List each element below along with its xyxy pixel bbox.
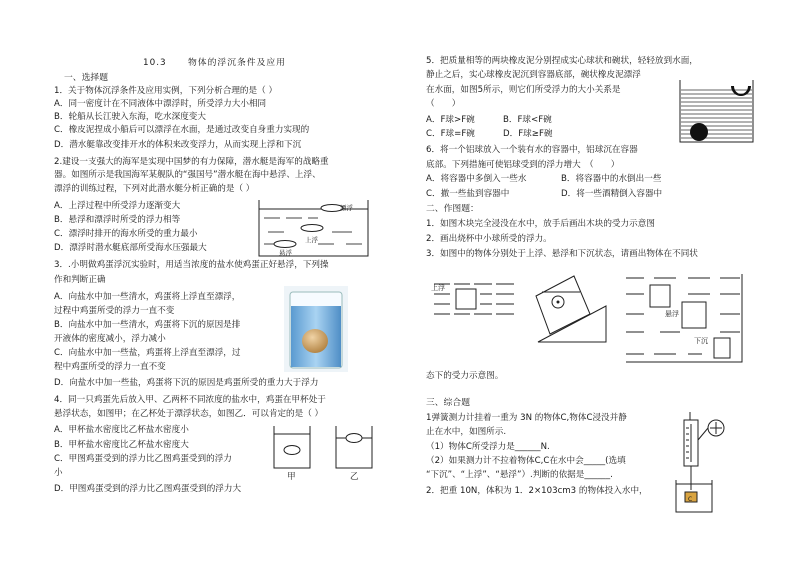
fig-label-rise: 上浮 (305, 236, 318, 244)
q5-option-b: B．F球<F碗 (503, 115, 552, 125)
fig3-label-sink: 下沉 (694, 337, 708, 345)
q3-stem-1: 3．.小明做鸡蛋浮沉实验时，用适当浓度的盐水使鸡蛋正好悬浮，下列操 (54, 260, 329, 270)
q5-option-a: A．F球>F碗 (426, 115, 475, 125)
p3-text-end: 态下的受力示意图。 (426, 371, 504, 381)
q6-option-a: A．将容器中多倒入一些水 (426, 174, 527, 184)
q5-stem-2: 静止之后，实心球橡皮泥沉到容器底部，碗状橡皮泥漂浮 (426, 70, 641, 80)
c1-line-3: （1）物体C所受浮力是______N. (426, 442, 550, 452)
q4-option-a: A．甲杯盐水密度比乙杯盐水密度小 (54, 425, 189, 435)
q2-option-d: D．漂浮时潜水艇底部所受海水压强最大 (54, 243, 207, 253)
q2-stem-2: 器。如图所示是我国海军某舰队的“强国号”潜水艇在海中悬浮、上浮、 (54, 170, 321, 180)
fig3-label-suspend: 悬浮 (665, 310, 679, 318)
q2-stem-1: 2.建设一支强大的海军是实现中国梦的有力保障，潜水艇是海军的战略重 (54, 157, 329, 167)
label-jia: 甲 (287, 472, 296, 482)
q3-option-a-1: A．向盐水中加一些清水，鸡蛋将上浮直至漂浮， (54, 292, 241, 302)
q2-stem-3: 漂浮的训练过程，下列对此潜水艇分析正确的是（ ） (54, 184, 255, 194)
p1-text: 1．如图木块完全浸没在水中，放手后画出木块的受力示意图 (426, 219, 655, 229)
fig-label-suspend: 悬浮 (279, 249, 292, 257)
q1-option-a: A．同一密度计在不同液体中漂浮时，所受浮力大小相同 (54, 99, 267, 109)
figure-5 (679, 78, 755, 144)
q5-stem-3: 在水面，如图5所示，则它们所受浮力的大小关系是 (426, 85, 621, 95)
q1-option-d: D．潜水艇靠改变排开水的体积来改变浮力，从而实现上浮和下沉 (54, 140, 302, 150)
q5-option-c: C．F球=F碗 (426, 129, 475, 139)
c1-line-4: （2）如果测力计不拉着物体C,C在水中会_____(选填 (426, 456, 626, 466)
submarine-figure (258, 198, 370, 258)
fig-label-float: 漂浮 (340, 204, 353, 212)
q2-option-a: A．上浮过程中所受浮力逐渐变大 (54, 201, 181, 211)
object-c-label: C (688, 496, 693, 503)
q1-stem: 1．关于物体沉浮条件及应用实例，下列分析合理的是（ ） (54, 86, 278, 96)
p2-text: 2．画出烧杯中小球所受的浮力。 (426, 234, 552, 244)
fig3-label-rise: 上浮 (431, 284, 445, 292)
q4-option-c-2: 小 (54, 468, 63, 478)
q1-option-c: C．橡皮泥捏成小船后可以漂浮在水面，是通过改变自身重力实现的 (54, 125, 310, 135)
c1-line-1: 1弹簧测力计挂着一重为 3N 的物体C,物体C浸没并静 (426, 413, 627, 423)
q4-option-c-1: C．甲图鸡蛋受到的浮力比乙图鸡蛋受到的浮力 (54, 454, 232, 464)
page-title: 物体的浮沉条件及应用 (188, 58, 286, 68)
c2-line-1: 2．把重 10N，体积为 1．2×103cm3 的物体投入水中， (426, 486, 648, 496)
q3-option-b-2: 开液体的密度减小，浮力减小 (54, 334, 166, 344)
q6-option-d: D．将一些酒精倒入容器中 (561, 189, 663, 199)
q4-option-d: D．甲图鸡蛋受到的浮力比乙图鸡蛋受到的浮力大 (54, 484, 242, 494)
q3-option-c-1: C．向盐水中加一些盐，鸡蛋将上浮直至漂浮，过 (54, 348, 241, 358)
section-drawing: 二、作图题： (426, 204, 479, 214)
beakers-figure (270, 424, 380, 470)
q5-stem-4: （ ） (426, 99, 461, 109)
q5-stem-1: 5．把质量相等的两块橡皮泥分别捏成实心球状和碗状，轻轻放到水面， (426, 56, 698, 66)
q6-option-b: B．将容器中的水倒出一些 (561, 174, 662, 184)
q2-option-b: B．悬浮和漂浮时所受的浮力相等 (54, 215, 181, 225)
q3-option-c-2: 程中鸡蛋所受的浮力一直不变 (54, 362, 166, 372)
q3-stem-2: 作和判断正确 (54, 275, 106, 285)
spring-scale-figure (672, 410, 728, 514)
q6-stem-2: 底部。下列措施可使铝球受到的浮力增大 （ ） (426, 160, 620, 170)
c1-line-5: “下沉”、“上浮”、“悬浮”）.判断的依据是______. (426, 470, 613, 480)
section-choice: 一、选择题 (64, 73, 108, 83)
q6-option-c: C．撤一些盐到容器中 (426, 189, 510, 199)
egg-beaker-photo (284, 286, 348, 372)
lesson-number: 10.3 (143, 58, 167, 68)
q3-option-b-1: B．向盐水中加一些清水，鸡蛋将下沉的原因是排 (54, 320, 241, 330)
q4-stem-1: 4．同一只鸡蛋先后放入甲、乙两杯不同浓度的盐水中，鸡蛋在甲杯处于 (54, 395, 326, 405)
q4-stem-2: 悬浮状态，如图甲；在乙杯处于漂浮状态，如图乙．可以肯定的是（ ） (54, 409, 324, 419)
q3-option-a-2: 过程中鸡蛋所受的浮力一直不变 (54, 306, 175, 316)
q3-option-d: D．向盐水中加一些盐，鸡蛋将下沉的原因是鸡蛋所受的重力大于浮力 (54, 378, 319, 388)
q6-stem-1: 6．将一个铝球放入一个装有水的容器中，铝球沉在容器 (426, 145, 638, 155)
c1-line-2: 止在水中，如图所示. (426, 427, 507, 437)
section-comprehensive: 三、综合题 (426, 398, 470, 408)
q1-option-b: B．轮船从长江驶入东海，吃水深度变大 (54, 112, 206, 122)
drawing-figures (430, 272, 760, 368)
q2-option-c: C．漂浮时排开的海水所受的重力最小 (54, 229, 198, 239)
label-yi: 乙 (350, 472, 359, 482)
p3-text: 3．如图中的物体分别处于上浮、悬浮和下沉状态，请画出物体在不同状 (426, 249, 698, 259)
q4-option-b: B．甲杯盐水密度比乙杯盐水密度大 (54, 440, 189, 450)
q5-option-d: D．F球≥F碗 (503, 129, 553, 139)
